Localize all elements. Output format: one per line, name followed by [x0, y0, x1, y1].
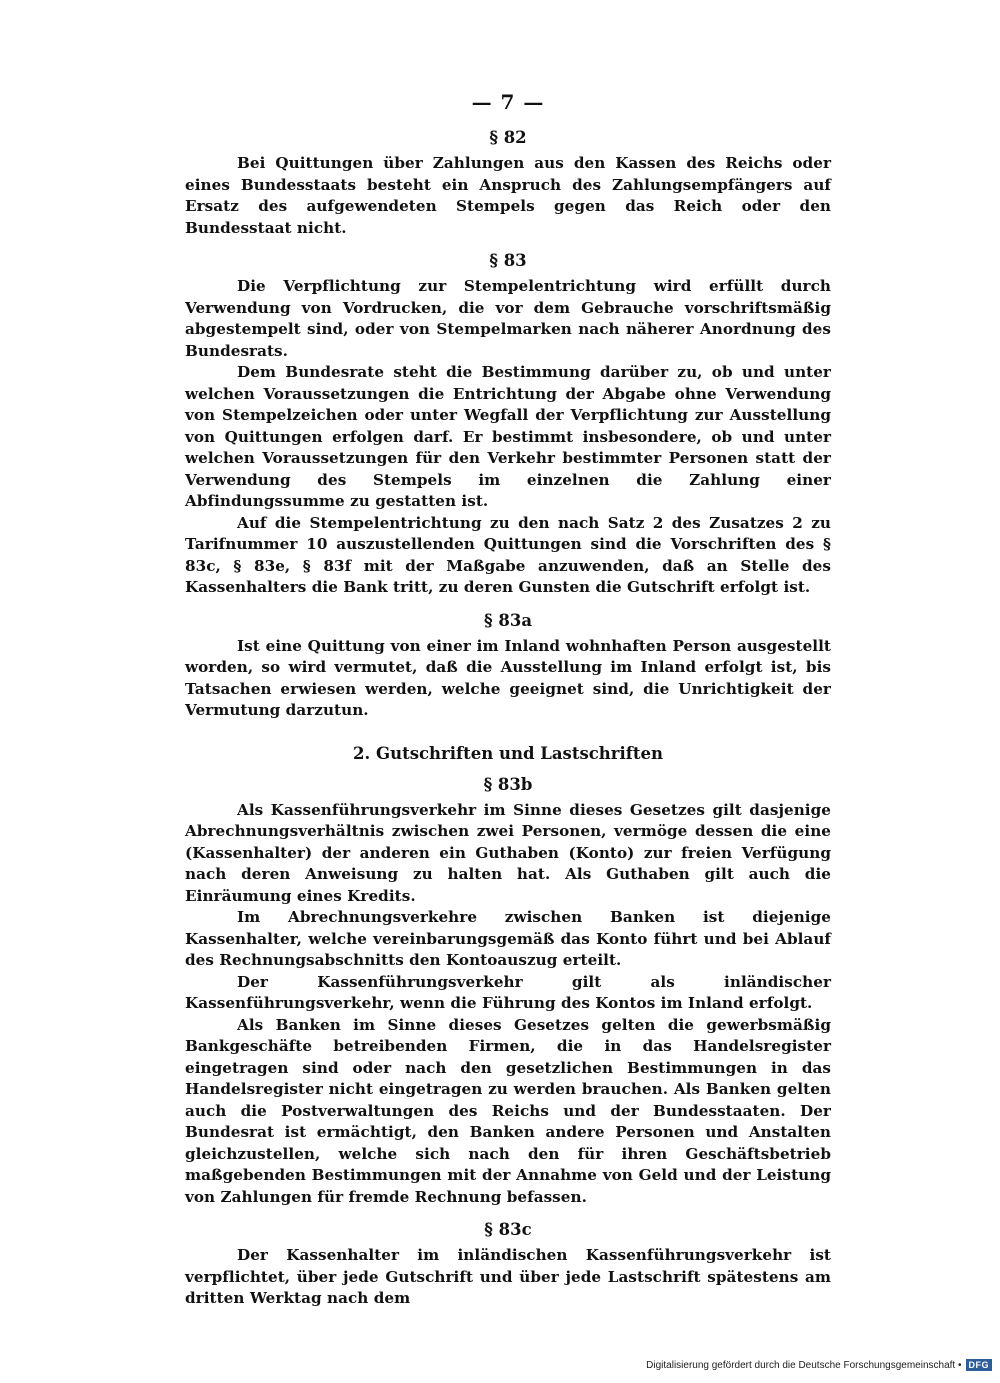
page-number: — 7 — — [471, 90, 545, 114]
section-83c — [185, 1220, 831, 1310]
digitization-footer — [646, 1359, 992, 1371]
section-heading: § 82 — [489, 128, 527, 147]
paragraph: Im Abrechnungsverkehre zwischen Banken ist diejenige Kassenhalter, welche vereinbarungsgemäß das Konto führt und bei Ablauf des Rechnungsabschnitts den Kontoauszug erteilt. — [185, 908, 831, 969]
section-83b — [185, 775, 831, 1209]
dfg-logo: DFG — [966, 1359, 993, 1371]
footer-text: Digitalisierung gefördert durch die Deutsche Forschungsgemeinschaft • — [646, 1359, 962, 1371]
section-82 — [185, 128, 831, 239]
section-heading: § 83c — [484, 1220, 532, 1239]
section-heading: § 83a — [483, 610, 533, 630]
paragraph: Der Kassenführungsverkehr gilt als inländischer Kassenführungsverkehr, wenn die Führung des Kontos im Inland erfolgt. — [185, 972, 831, 1012]
section-heading: § 83 — [489, 251, 527, 270]
section-heading: § 83b — [483, 774, 533, 794]
paragraph: Ist eine Quittung von einer im Inland wohnhaften Person ausgestellt worden, so wird vermutet, daß die Ausstellung im Inland erfolgt ist, bis Tatsachen erwiesen werden, welche geeignet sind, die Unrichtigkeit der Vermutung darzutun. — [185, 636, 831, 719]
section-83 — [185, 251, 831, 599]
document-page — [185, 90, 831, 1310]
section-83a — [185, 611, 831, 722]
paragraph: Auf die Stempelentrichtung zu den nach Satz 2 des Zusatzes 2 zu Tarifnummer 10 auszustellenden Quittungen sind die Vorschriften des § 83c, § 83e, § 83f mit der Maßgabe anzuwenden, daß an Stelle des Kassenhalters die Bank tritt, zu deren Gunsten die Gutschrift erfolgt ist. — [185, 513, 831, 596]
paragraph: Die Verpflichtung zur Stempelentrichtung wird erfüllt durch Verwendung von Vordrucken, die vor dem Gebrauche vorschriftsmäßig abgestempelt sind, oder von Stempelmarken nach näherer Anordnung des Bundesrats. — [185, 277, 831, 360]
paragraph: Als Kassenführungsverkehr im Sinne dieses Gesetzes gilt dasjenige Abrechnungsverhältnis zwischen zwei Personen, vermöge dessen die eine (Kassenhalter) der anderen ein Guthaben (Konto) zur freien Verfügung nach deren Anweisung zu halten hat. Als Guthaben gilt auch die Einräumung eines Kredits. — [185, 800, 831, 905]
chapter-heading: 2. Gutschriften und Lastschriften — [353, 743, 663, 763]
paragraph: Der Kassenhalter im inländischen Kassenführungsverkehr ist verpflichtet, über jede Gutschrift und über jede Lastschrift spätestens am dritten Werktag nach dem — [185, 1246, 831, 1307]
paragraph: Bei Quittungen über Zahlungen aus den Kassen des Reichs oder eines Bundesstaats besteht ein Anspruch des Zahlungsempfängers auf Ersatz des aufgewendeten Stempels gegen das Reich oder den Bundesstaat nicht. — [185, 154, 831, 237]
paragraph: Dem Bundesrate steht die Bestimmung darüber zu, ob und unter welchen Voraussetzungen die Entrichtung der Abgabe ohne Verwendung von Stempelzeichen oder unter Wegfall der Verpflichtung zur Ausstellung von Quittungen erfolgen darf. Er bestimmt insbesondere, ob und unter welchen Voraussetzungen für den Verkehr bestimmter Personen statt der Verwendung des Stempels im einzelnen die Zahlung einer Abfindungssumme zu gestatten ist. — [185, 363, 831, 510]
paragraph: Als Banken im Sinne dieses Gesetzes gelten die gewerbsmäßig Bankgeschäfte betreibenden Firmen, die in das Handelsregister eingetragen sind oder nach den gesetzlichen Bestimmungen in das Handelsregister nicht eingetragen zu werden brauchen. Als Banken gelten auch die Postverwaltungen des Reichs und der Bundesstaaten. Der Bundesrat ist ermächtigt, den Banken andere Personen und Anstalten gleichzustellen, welche sich nach den für ihren Geschäftsbetrieb maßgebenden Bestimmungen mit der Annahme von Geld und der Leistung von Zahlungen für fremde Rechnung befassen. — [185, 1015, 831, 1206]
